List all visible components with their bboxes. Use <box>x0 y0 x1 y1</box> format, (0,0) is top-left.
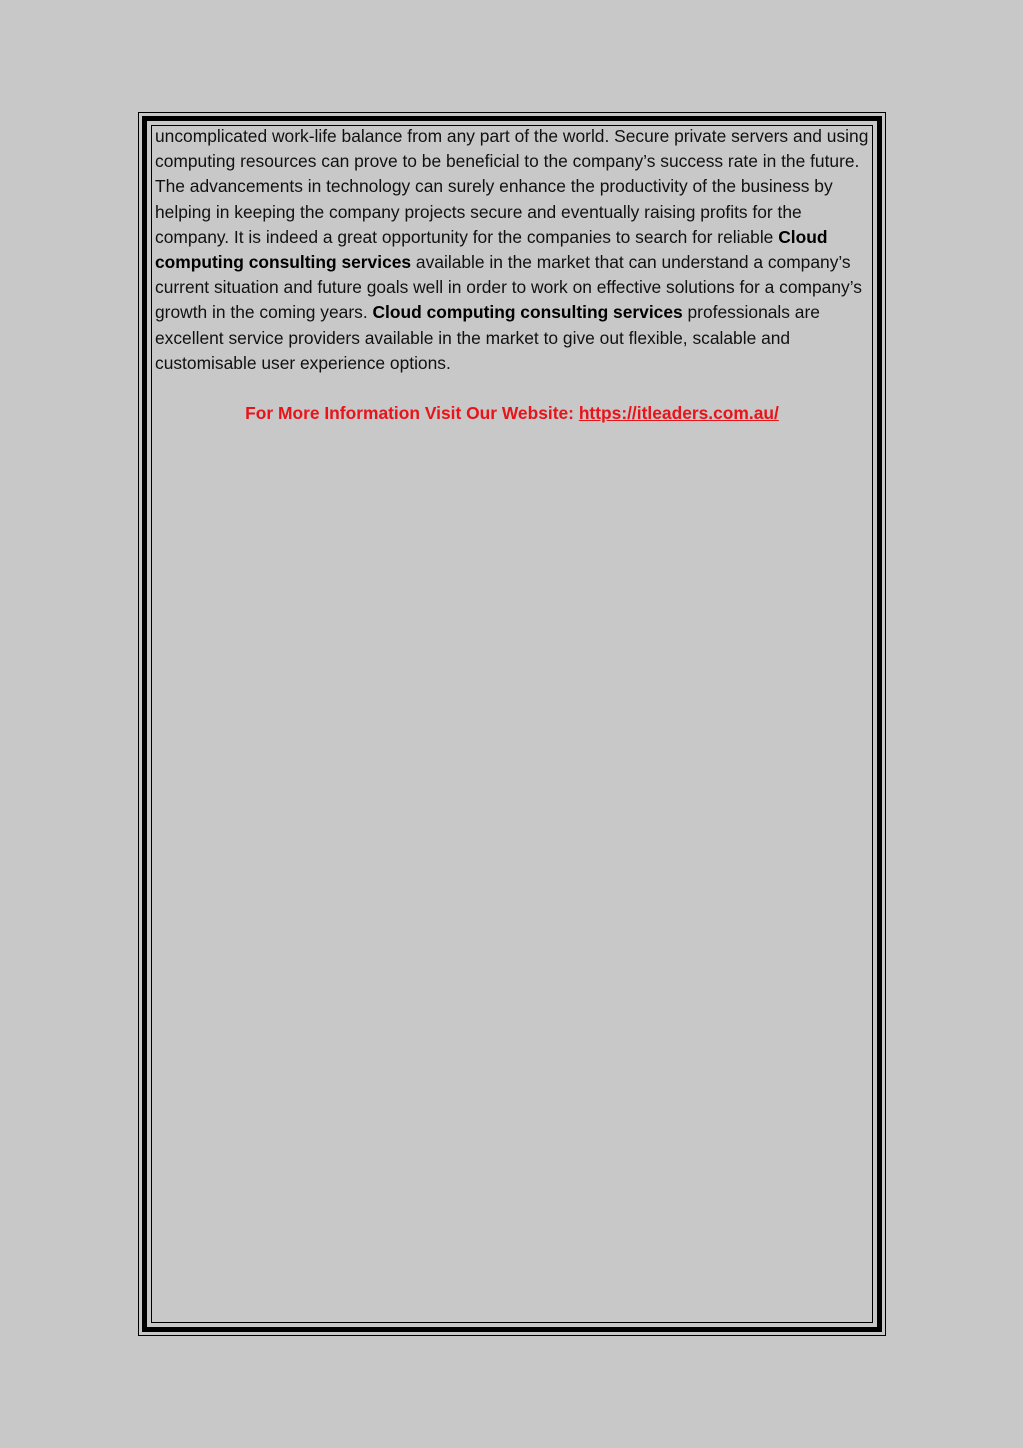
website-link[interactable]: https://itleaders.com.au/ <box>578 403 779 424</box>
website-info-label: For More Information Visit Our Website: <box>245 403 579 424</box>
body-paragraph <box>155 124 869 376</box>
document-body <box>155 124 869 426</box>
paragraph-text-3: professionals are excellent service providers available in the market to give out flexible, scalable and customisable user experience options. <box>155 302 820 373</box>
website-info-line <box>155 401 869 426</box>
keyword-bold-2: Cloud computing consulting services <box>372 302 683 323</box>
paragraph-text-2: available in the market that can understand a company’s current situation and future goals well in order to work on effective solutions for a company’s growth in the coming years. <box>155 252 862 323</box>
paragraph-text-1: uncomplicated work-life balance from any part of the world. Secure private servers and using computing resources can prove to be beneficial to the company’s success rate in the future. The advancements in technology can surely enhance the productivity of the business by helping in keeping the company projects secure and eventually raising profits for the company. It is indeed a great opportunity for the companies to search for reliable <box>155 126 869 247</box>
keyword-bold-1: Cloud computing consulting services <box>155 226 828 273</box>
